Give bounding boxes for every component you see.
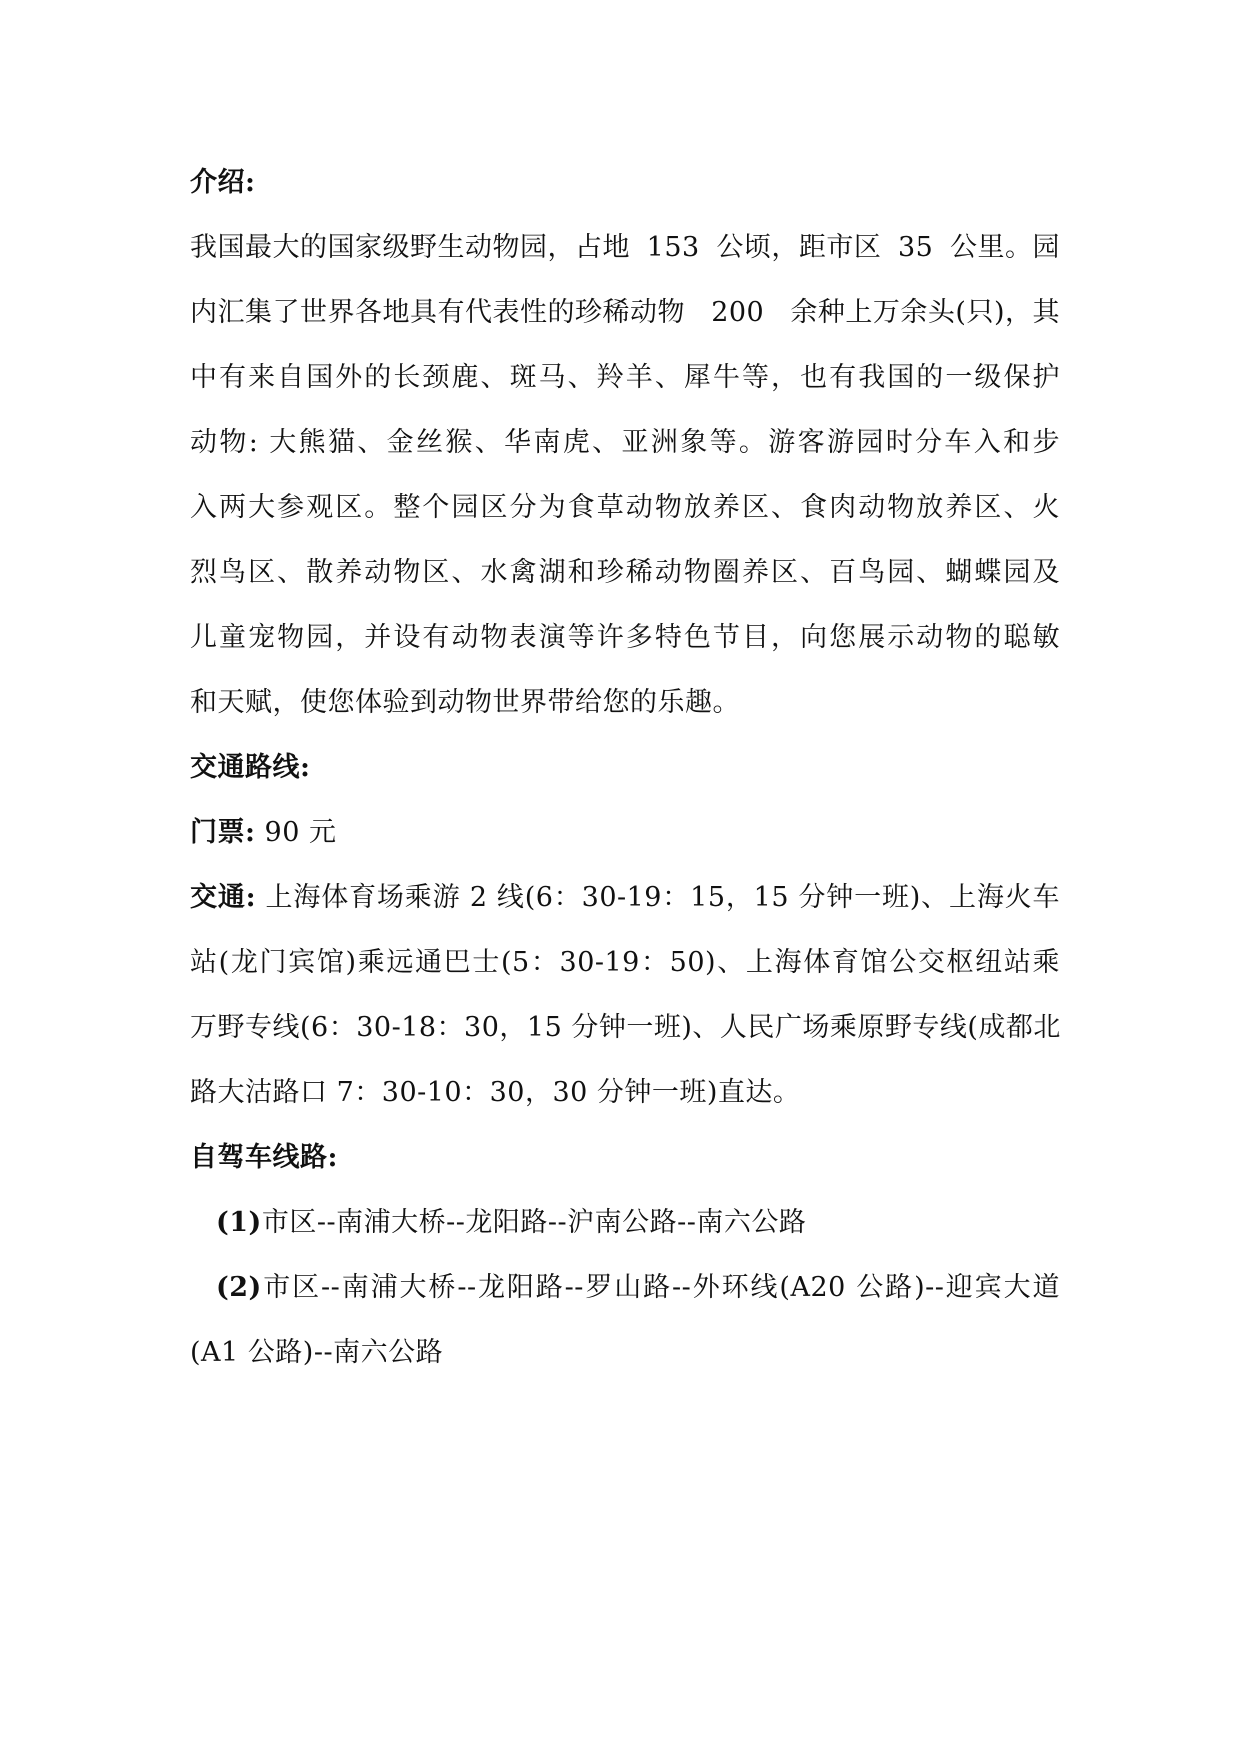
ticket-label: 门票:	[190, 817, 256, 848]
intro-paragraph-line: 烈鸟区、散养动物区、水禽湖和珍稀动物圈养区、百鸟园、蝴蝶园及	[190, 557, 1060, 588]
driving-route	[190, 1255, 1060, 1320]
driving-route-continuation: (A1 公路)--南六公路	[190, 1337, 444, 1368]
transport-heading: 交通路线:	[190, 752, 311, 783]
traffic-line: 站(龙门宾馆)乘远通巴士(5：30-19：50)、上海体育馆公交枢纽站乘	[190, 947, 1060, 978]
traffic-text: 上海体育场乘游 2 线(6：30-19：15，15 分钟一班)、上海火车	[256, 882, 1060, 913]
route-number: (2)	[216, 1272, 262, 1303]
driving-route	[190, 1190, 1060, 1255]
route-text: 市区--南浦大桥--龙阳路--罗山路--外环线(A20 公路)--迎宾大道	[261, 1272, 1060, 1303]
document-page	[190, 150, 1060, 1385]
intro-paragraph-line: 动物: 大熊猫、金丝猴、华南虎、亚洲象等。游客游园时分车入和步	[190, 427, 1060, 458]
intro-paragraph-line: 内汇集了世界各地具有代表性的珍稀动物 200 余种上万余头(只)，其	[190, 297, 1060, 328]
intro-paragraph-line: 和天赋，使您体验到动物世界带给您的乐趣。	[190, 687, 740, 718]
driving-heading: 自驾车线路:	[190, 1142, 338, 1173]
intro-paragraph-line: 中有来自国外的长颈鹿、斑马、羚羊、犀牛等，也有我国的一级保护	[190, 362, 1060, 393]
intro-paragraph-line: 入两大参观区。整个园区分为食草动物放养区、食肉动物放养区、火	[190, 492, 1060, 523]
intro-paragraph-line: 儿童宠物园，并设有动物表演等许多特色节目，向您展示动物的聪敏	[190, 622, 1060, 653]
route-text: 市区--南浦大桥--龙阳路--沪南公路--南六公路	[261, 1207, 807, 1238]
traffic-label: 交通:	[190, 882, 257, 913]
traffic-line: 万野专线(6：30-18：30，15 分钟一班)、人民广场乘原野专线(成都北	[190, 1012, 1061, 1043]
intro-paragraph-line: 我国最大的国家级野生动物园，占地 153 公顷，距市区 35 公里。园	[190, 232, 1060, 263]
ticket-line	[190, 800, 1060, 865]
traffic-line: 路大沽路口 7：30-10：30，30 分钟一班)直达。	[190, 1077, 801, 1108]
ticket-value: 90 元	[255, 817, 337, 848]
traffic-line	[190, 865, 1060, 930]
intro-heading: 介绍:	[190, 167, 256, 198]
route-number: (1)	[216, 1207, 262, 1238]
